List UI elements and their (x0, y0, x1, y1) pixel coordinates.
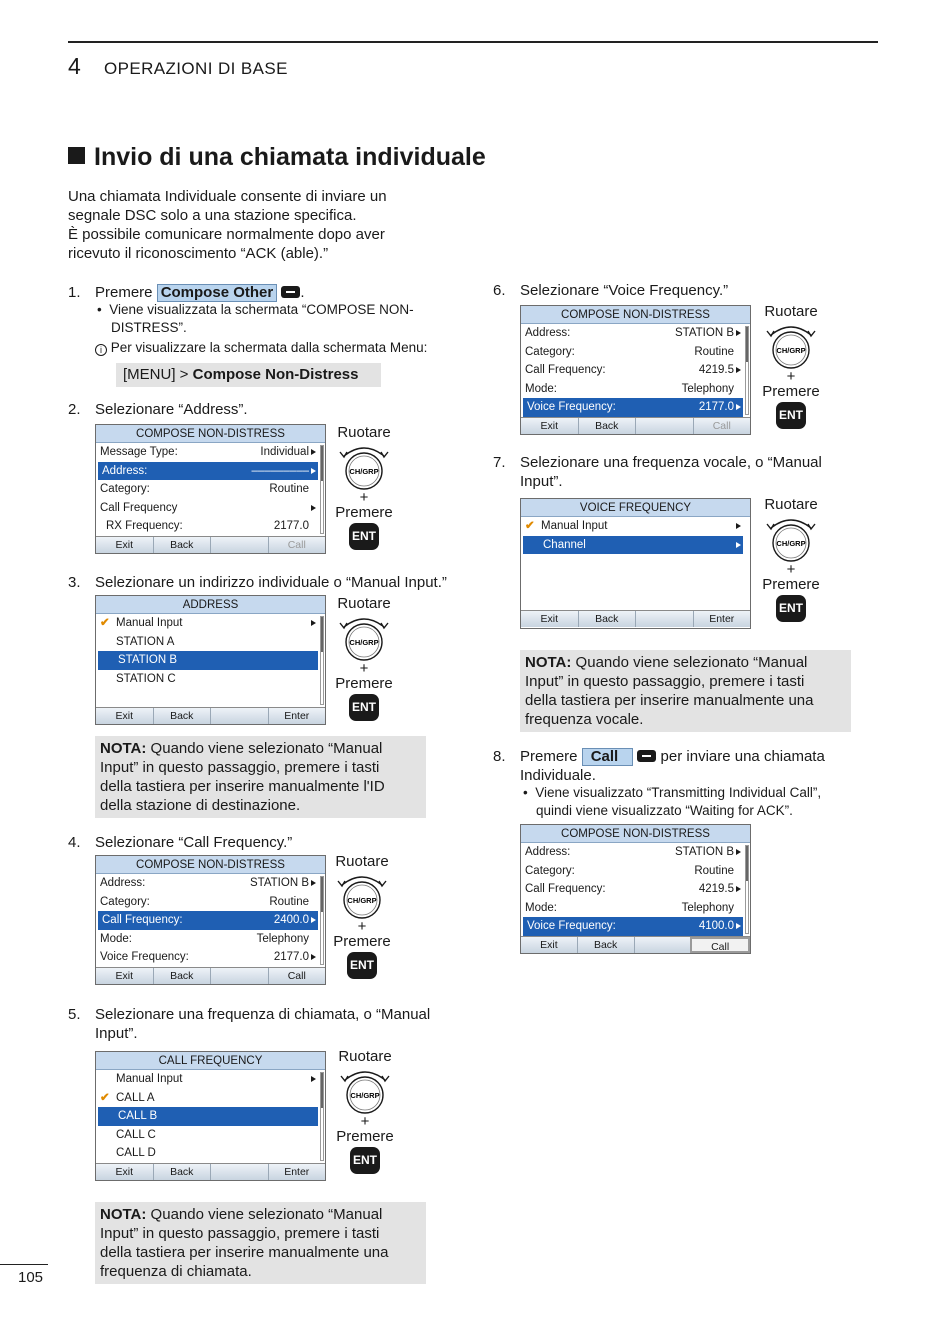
screen-row-selected: Voice Frequency: 4100.0 (523, 917, 743, 936)
ent-key-icon: ENT (776, 402, 806, 429)
press-label: Premere (335, 504, 393, 521)
step-text: Selezionare una frequenza vocale, o “Manual (520, 454, 822, 471)
bullet-text: Viene visualizzata la schermata “COMPOSE NON- (109, 302, 414, 317)
step-number: 5. (68, 1006, 81, 1023)
dial-icon (336, 1066, 394, 1116)
step-1-info (95, 339, 455, 357)
step-number: 3. (68, 574, 81, 591)
rotate-label: Ruotare (337, 424, 391, 441)
dial-ent-control (331, 1048, 399, 1174)
screen-row: Address: STATION B (521, 324, 743, 343)
svg-text:CH/GRP: CH/GRP (776, 539, 806, 548)
bullet-text: DISTRESS”. (111, 320, 187, 335)
soft-keys: Exit Back Call (521, 417, 750, 434)
plus-sign: + (359, 489, 369, 506)
step-text: Premere (520, 748, 582, 765)
menu-path (116, 363, 381, 387)
screen-row: CALL C (116, 1128, 156, 1141)
screen-voice-frequency (520, 498, 751, 629)
screen-row: Call Frequency: 4219.5 (521, 361, 743, 380)
scrollbar (745, 326, 749, 415)
plus-sign: + (786, 561, 796, 578)
ent-key-icon: ENT (347, 952, 377, 979)
menu-path-item: Compose Non-Distress (192, 366, 359, 383)
screen-row: Call Frequency (96, 499, 318, 518)
screen-row: Category: Routine (525, 864, 734, 877)
intro-line: Una chiamata Individuale consente di inviare un (68, 188, 387, 205)
svg-text:CH/GRP: CH/GRP (350, 1091, 380, 1100)
dial-icon (762, 514, 820, 564)
screen-row: Mode: Telephony (525, 901, 734, 914)
rotate-label: Ruotare (338, 1048, 392, 1065)
step-number: 1. (68, 284, 81, 301)
svg-text:CH/GRP: CH/GRP (349, 638, 379, 647)
step-text: Input”. (95, 1025, 138, 1042)
dial-ent-control (328, 853, 396, 979)
chapter-title: OPERAZIONI DI BASE (104, 59, 288, 78)
soft-keys: Exit Back Call (96, 536, 325, 553)
plus-sign: + (357, 918, 367, 935)
screen-compose-callfreq (95, 855, 326, 985)
svg-text:CH/GRP: CH/GRP (347, 896, 377, 905)
soft-keys: Exit Back Enter (96, 1163, 325, 1180)
soft-key-icon (281, 286, 300, 298)
screen-row-selected: Call Frequency: 2400.0 (98, 911, 318, 930)
check-icon: ✔ (100, 1091, 110, 1104)
screen-row: Category: Routine (525, 345, 734, 358)
info-text: Per visualizzare la schermata dalla schermata Menu: (110, 340, 428, 355)
step-8 (493, 747, 873, 785)
step-number: 7. (493, 454, 506, 471)
step-3 (68, 573, 447, 592)
svg-text:CH/GRP: CH/GRP (776, 346, 806, 355)
step-text: . (300, 284, 305, 301)
screen-row: Address: STATION B (521, 843, 743, 862)
screen-row: STATION C (116, 672, 176, 685)
step-number: 8. (493, 748, 506, 765)
soft-keys: Exit Back Enter (521, 610, 750, 627)
intro-line: segnale DSC solo a una stazione specifica. (68, 207, 357, 224)
step-text: Premere (95, 284, 157, 301)
check-icon: ✔ (525, 520, 535, 532)
step-number: 6. (493, 282, 506, 299)
step-text: Selezionare una frequenza di chiamata, o “Manual (95, 1006, 431, 1023)
step-4 (68, 833, 292, 852)
scrollbar (320, 1072, 324, 1161)
step-5 (68, 1005, 463, 1043)
intro-line: ricevuto il riconoscimento “ACK (able).” (68, 245, 329, 262)
info-icon: i (95, 344, 107, 356)
screen-row: Mode: Telephony (525, 382, 734, 395)
step-6 (493, 281, 728, 300)
screen-compose-voicefreq (520, 305, 751, 435)
compose-other-key: Compose Other (157, 284, 278, 302)
dial-icon (762, 321, 820, 371)
step-1-bullet: • Viene visualizzata la schermata “COMPOSE NON- DISTRESS”. (97, 301, 447, 337)
dial-icon (335, 613, 393, 663)
press-label: Premere (762, 383, 820, 400)
scrollbar (320, 876, 324, 965)
soft-key-icon (637, 750, 656, 762)
screen-title: ADDRESS (96, 596, 325, 614)
rotate-label: Ruotare (764, 496, 818, 513)
page-number: 105 (18, 1269, 44, 1286)
screen-row (96, 688, 318, 707)
note-box: NOTA: Quando viene selezionato “Manual Input” in questo passaggio, premere i tasti della tastiera per inserire manualmente una frequenza vocale. (520, 650, 851, 732)
screen-address (95, 595, 326, 725)
screen-row: RX Frequency: 2177.0 (106, 520, 309, 533)
ent-key-icon: ENT (349, 523, 379, 550)
screen-compose-address (95, 424, 326, 554)
step-text: per inviare una chiamata (656, 748, 825, 765)
check-icon: ✔ (100, 617, 110, 629)
dial-ent-control (330, 424, 398, 550)
screen-row: CALL D (116, 1147, 156, 1160)
plus-sign: + (786, 368, 796, 385)
soft-keys: Exit Back Call (521, 936, 750, 953)
screen-row: ✔ Manual Input (521, 517, 743, 536)
rotate-label: Ruotare (764, 303, 818, 320)
screen-title: VOICE FREQUENCY (521, 499, 750, 517)
dial-ent-control (757, 496, 825, 622)
ent-key-icon: ENT (350, 1147, 380, 1174)
section-title-text: Invio di una chiamata individuale (94, 143, 486, 171)
dial-ent-control (757, 303, 825, 429)
screen-row: STATION A (116, 635, 175, 648)
screen-row: Message Type: Individual (96, 443, 318, 462)
step-text: Individuale. (520, 767, 596, 784)
step-2 (68, 400, 248, 419)
screen-row: Category: Routine (100, 483, 309, 496)
soft-keys: Exit Back Call (96, 967, 325, 984)
step-text: Input”. (520, 473, 563, 490)
rotate-label: Ruotare (337, 595, 391, 612)
press-label: Premere (336, 1128, 394, 1145)
soft-keys: Exit Back Enter (96, 707, 325, 724)
note-label: NOTA: (525, 654, 572, 671)
chapter-number: 4 (68, 53, 81, 79)
scrollbar (745, 845, 749, 934)
screen-row: Voice Frequency: 2177.0 (96, 948, 318, 967)
step-number: 4. (68, 834, 81, 851)
header-rule (68, 41, 878, 43)
step-text: Selezionare “Address”. (95, 401, 248, 418)
screen-row: Category: Routine (100, 895, 309, 908)
screen-row: Call Frequency: 4219.5 (521, 880, 743, 899)
note-box: NOTA: Quando viene selezionato “Manual Input” in questo passaggio, premere i tasti della tastiera per inserire manualmente una frequenza di chiamata. (95, 1202, 426, 1284)
dial-ent-control (330, 595, 398, 721)
step-1 (68, 283, 448, 302)
screen-row-selected: Voice Frequency: 2177.0 (523, 398, 743, 417)
screen-title: COMPOSE NON-DISTRESS (521, 306, 750, 324)
screen-row-selected: STATION B (98, 651, 318, 670)
step-7 (493, 453, 863, 491)
svg-text:CH/GRP: CH/GRP (349, 467, 379, 476)
screen-title: COMPOSE NON-DISTRESS (96, 856, 325, 874)
step-number: 2. (68, 401, 81, 418)
screen-row-selected: Channel (523, 536, 743, 555)
dial-icon (335, 442, 393, 492)
screen-row: Address: STATION B (96, 874, 318, 893)
step-text: Selezionare “Call Frequency.” (95, 834, 293, 851)
rotate-label: Ruotare (335, 853, 389, 870)
screen-row: Manual Input (96, 1070, 318, 1089)
intro-line: È possibile comunicare normalmente dopo aver (68, 226, 385, 243)
page-rule (0, 1264, 48, 1265)
scrollbar (320, 445, 324, 534)
press-label: Premere (335, 675, 393, 692)
screen-row-selected: Address: ––––––––– (98, 462, 318, 481)
screen-row: Mode: Telephony (100, 932, 309, 945)
scrollbar (320, 616, 324, 705)
screen-row: ✔ Manual Input (96, 614, 318, 633)
screen-row-selected: CALL B (98, 1107, 318, 1126)
step-8-bullet: • Viene visualizzato “Transmitting Individual Call”, quindi viene visualizzato “Waiting for ACK”. (523, 784, 873, 820)
plus-sign: + (359, 660, 369, 677)
screen-compose-ready (520, 824, 751, 954)
ent-key-icon: ENT (776, 595, 806, 622)
step-text: Selezionare “Voice Frequency.” (520, 282, 729, 299)
plus-sign: + (360, 1113, 370, 1130)
note-label: NOTA: (100, 740, 147, 757)
step-text: Selezionare un indirizzo individuale o “Manual Input.” (95, 574, 447, 591)
intro-paragraph (68, 187, 448, 263)
note-label: NOTA: (100, 1206, 147, 1223)
screen-title: COMPOSE NON-DISTRESS (96, 425, 325, 443)
square-bullet-icon (68, 147, 85, 164)
ent-key-icon: ENT (349, 694, 379, 721)
call-key: Call (582, 748, 634, 766)
screen-call-frequency (95, 1051, 326, 1181)
screen-row: ✔ CALL A (96, 1089, 318, 1108)
screen-title: CALL FREQUENCY (96, 1052, 325, 1070)
menu-path-prefix: [MENU] > (123, 366, 193, 383)
dial-icon (333, 871, 391, 921)
press-label: Premere (333, 933, 391, 950)
section-title (68, 143, 486, 172)
bullet-text: quindi viene visualizzato “Waiting for ACK”. (536, 803, 793, 818)
screen-title: COMPOSE NON-DISTRESS (521, 825, 750, 843)
bullet-text: Viene visualizzato “Transmitting Individual Call”, (535, 785, 822, 800)
note-box: NOTA: Quando viene selezionato “Manual Input” in questo passaggio, premere i tasti della tastiera per inserire manualmente l'ID della stazione di destinazione. (95, 736, 426, 818)
press-label: Premere (762, 576, 820, 593)
